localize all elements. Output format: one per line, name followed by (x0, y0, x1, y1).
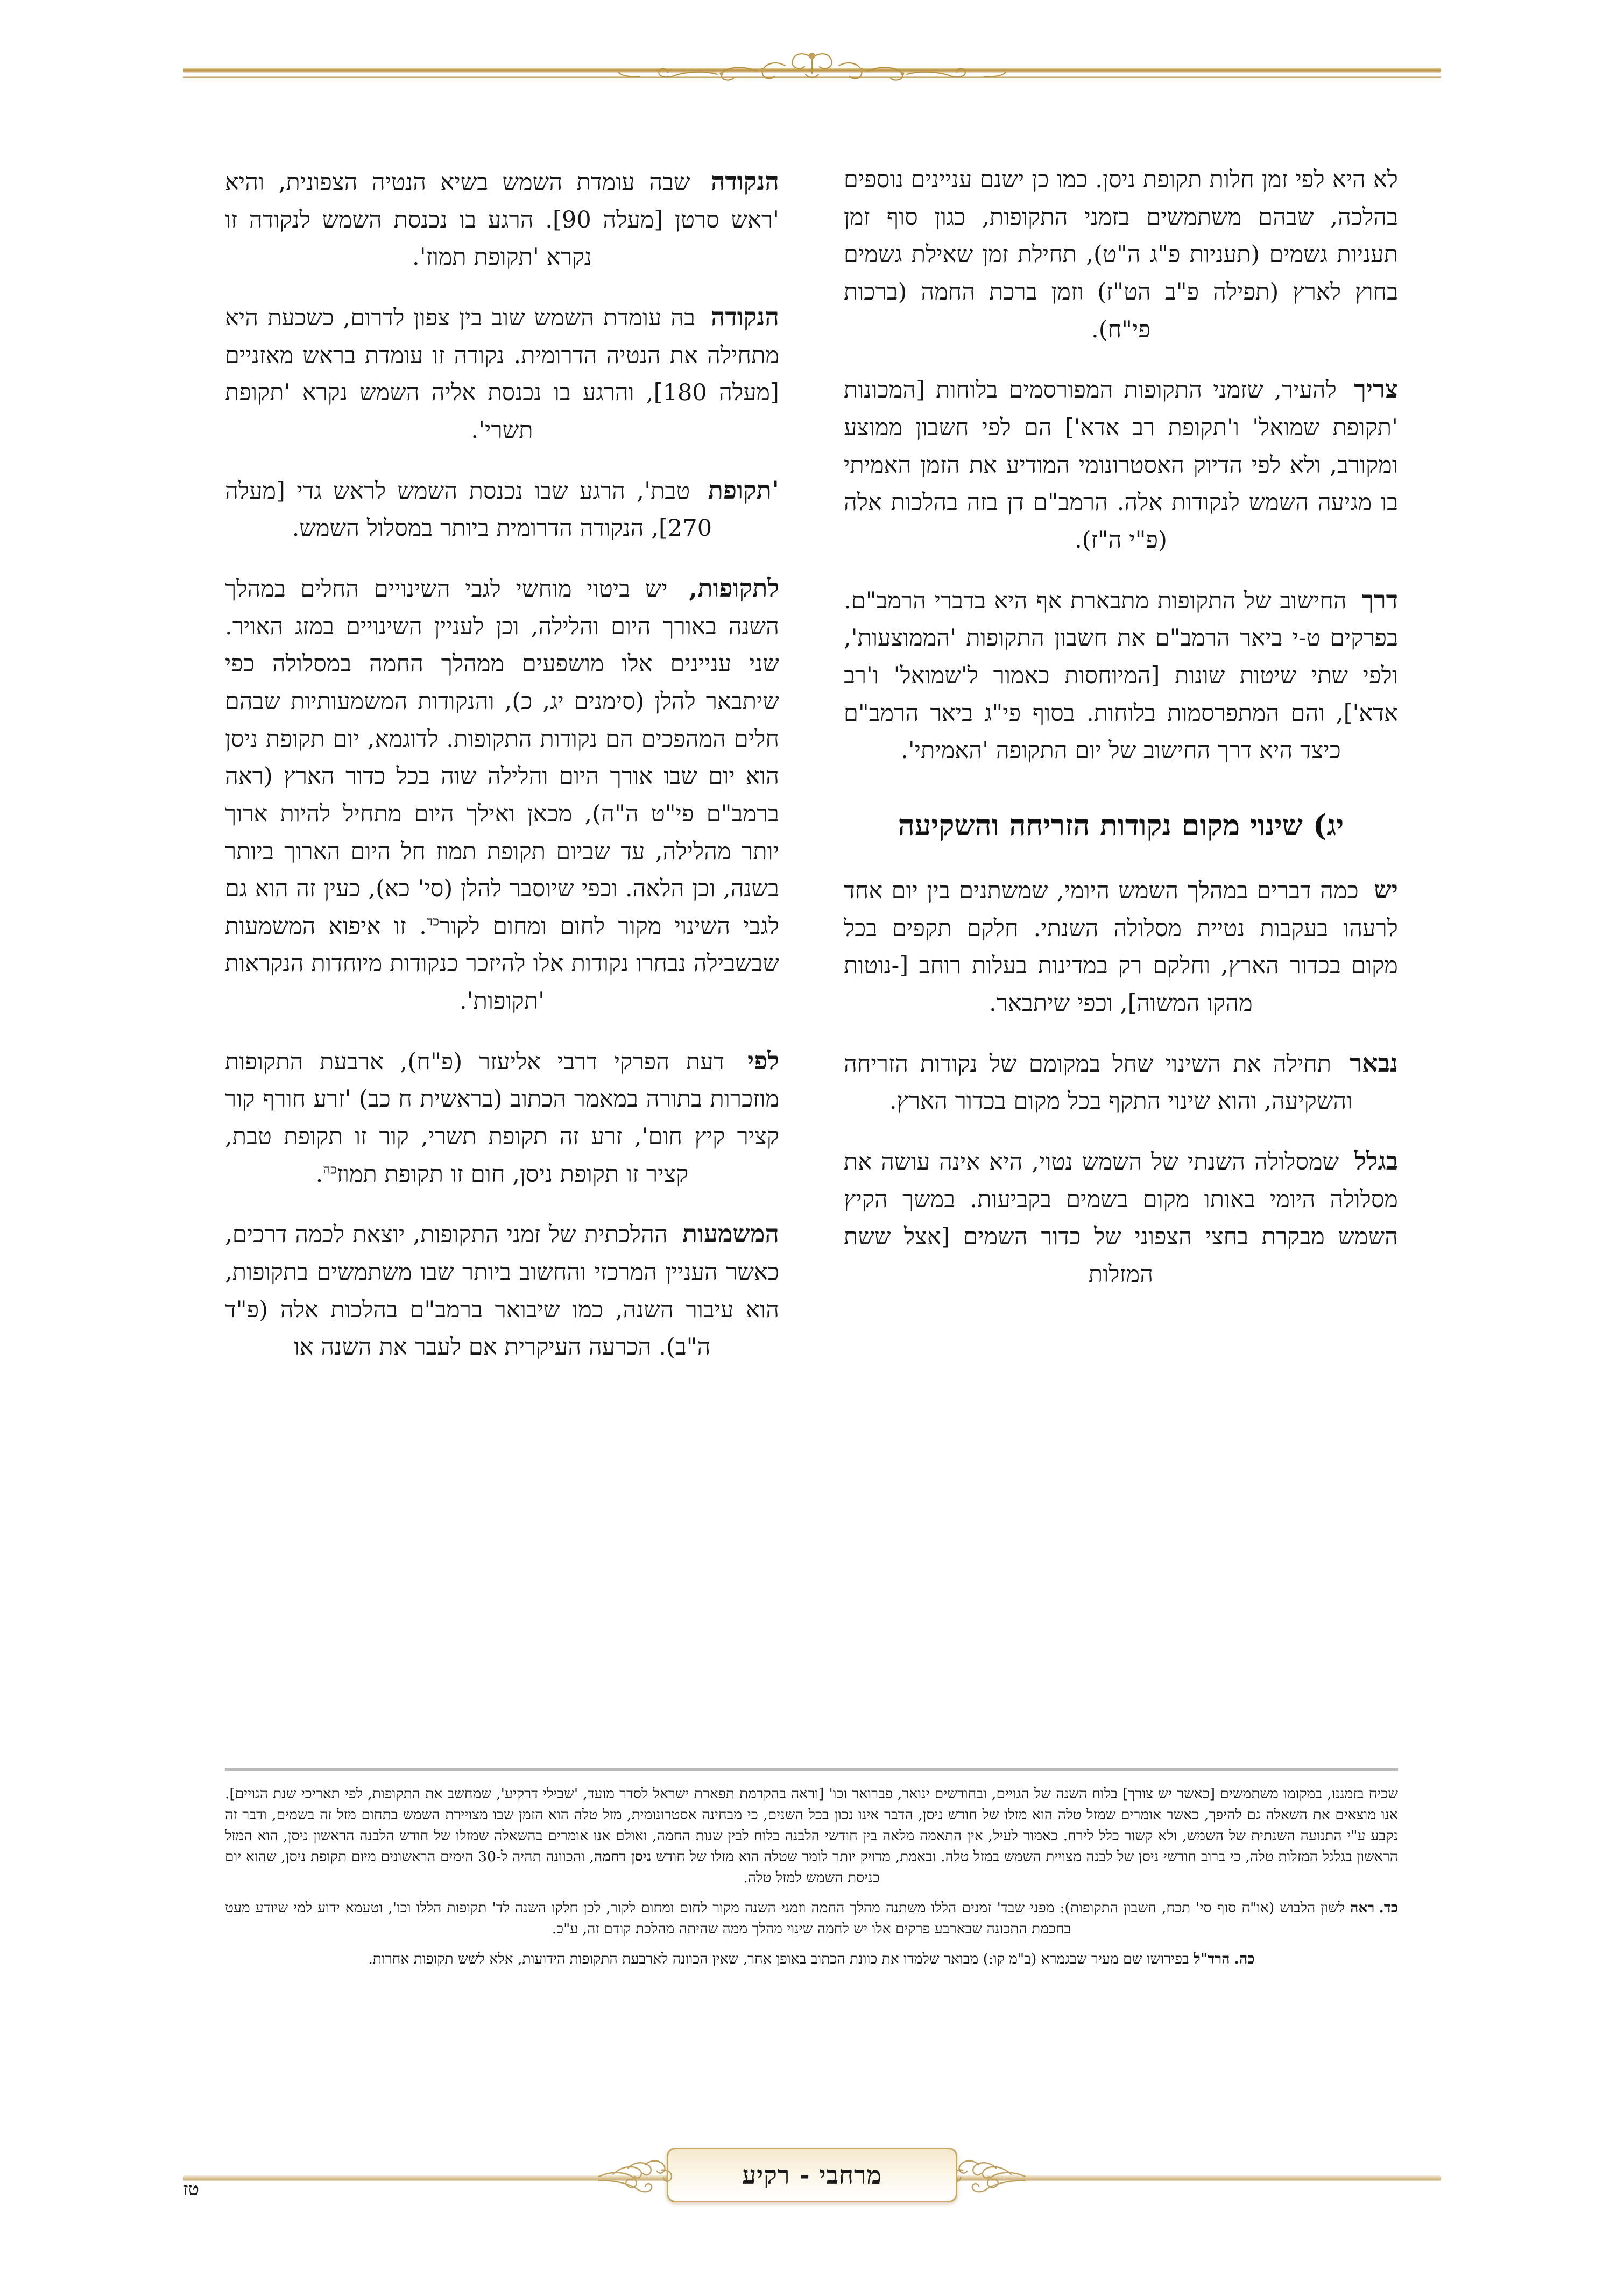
paragraph-text-continued: . (315, 1160, 323, 1188)
footnote-text: בפירושו שם מעיר שבגמרא (ב"מ קו:) מבואר שלמדו את כוונת הכתוב באופן אחר, שאין הכוונה לארבעת התקופות הידועות, אלא לשש תקופות אחרות. (368, 1950, 1194, 1967)
paragraph-lead-word: לפי (747, 1046, 779, 1075)
paragraph (844, 870, 1398, 1023)
flourish-left-icon (597, 2149, 677, 2200)
footnote-block (225, 1784, 1398, 1979)
footnote-lead-word: ראה (1350, 1899, 1375, 1916)
paragraph-text: בה עומדת השמש שוב בין צפון לדרום, כשכעת היא מתחילה את הנטיה הדרומית. נקודה זו עומדת בראש מאזניים [מעלה 180], והרגע בו נכנסת אליה השמש נקרא 'תקופת תשרי'. (225, 304, 780, 444)
paragraph-lead-word: לתקופות, (689, 573, 779, 603)
paragraph (844, 1141, 1398, 1294)
paragraph (225, 297, 779, 450)
paragraph-text: יש ביטוי מוחשי לגבי השינויים החלים במהלך השנה באורך היום והלילה, וכן לעניין השינויים במזג האויר. שני עניינים אלו מושפעים ממהלך החמה במסלולה כפי שיתבאר להלן (סימנים יג, כ), והנקודות המשמעותיות שבהם חלים המהפכים הם נקודות התקופות. לדוגמא, יום תקופת ניסן הוא יום שבו אורך היום והלילה שוה בכל כדור הארץ (ראה ברמב"ם פי"ט ה"ה), מכאן ואילך היום מתחיל להיות ארוך יותר מהלילה, עד שביום תקופת תמוז חל היום הארוך ביותר בשנה, וכן הלאה. וכפי שיוסבר להלן (סי' כא), כעין זה הוא גם לגבי השינוי מקור לחום ומחום לקור (225, 575, 779, 940)
page-body (225, 161, 1398, 1387)
page-footer (183, 2145, 1441, 2215)
footer-title: מרחבי - רקיע (742, 2160, 882, 2189)
paragraph (225, 1041, 779, 1194)
paragraph (225, 161, 779, 277)
paragraph (844, 580, 1398, 770)
paragraph-text-continued: . זו איפוא המשמעות שבשבילה נבחרו נקודות אלו להיזכר כנקודות מיוחדות הנקראות 'תקופות'. (225, 912, 779, 1015)
paragraph-text: שמסלולה השנתי של השמש נטוי, היא אינה עושה את מסלולה היומי באותו מקום בשמים בקביעות. במשך הקיץ השמש מבקרת בחצי הצפוני של כדור השמים [אצל ששת המזלות (844, 1149, 1398, 1288)
page-top-ornament (183, 52, 1441, 89)
paragraph (844, 1043, 1398, 1121)
paragraph-text: החישוב של התקופות מתבארת אף היא בדברי הרמב"ם. בפרקים ט-י ביאר הרמב"ם את חשבון התקופות 'הממוצעות', ולפי שתי שיטות שונות [המיוחסות כאמור ל'שמואל' ו'רב אדא'], והם המתפרסמות בלוחות. בסוף פי"ג ביאר הרמב"ם כיצד היא דרך החישוב של יום התקופה 'האמיתי'. (844, 587, 1398, 764)
paragraph-text: כמה דברים במהלך השמש היומי, שמשתנים בין יום אחד לרעהו בעקבות נטיית מסלולה השנתי. חלקם תקפים בכל מקום בכדור הארץ, וחלקם רק במדינות בעלות רוחב [-נוטות מהקו המשוה], וכפי שיתבאר. (844, 877, 1398, 1017)
paragraph-text: ההלכתית של זמני התקופות, יוצאת לכמה דרכים, כאשר העניין המרכזי והחשוב ביותר שבו משתמשים בתקופות, הוא עיבור השנה, כמו שיבואר ברמב"ם בהלכות אלה (פ"ד ה"ב). הכרעה העיקרית אם לעבר את השנה או (225, 1221, 779, 1361)
footnote-entry (225, 1948, 1398, 1970)
footer-title-box (667, 2148, 957, 2202)
paragraph-text: שבה עומדת השמש בשיא הנטיה הצפונית, והיא 'ראש סרטן [מעלה 90]. הרגע בו נכנסת השמש לנקודה זו נקרא 'תקופת תמוז'. (225, 169, 779, 271)
column-right (225, 161, 779, 1387)
paragraph-text: טבת', הרגע שבו נכנסת השמש לראש גדי [מעלה 270], הנקודה הדרומית ביותר במסלול השמש. (225, 477, 712, 542)
paragraph-lead-word: דרך (1361, 585, 1398, 614)
paragraph (225, 568, 779, 1021)
paragraph-lead-word: 'תקופת (708, 475, 779, 505)
paragraph-text: דעת הפרקי דרבי אליעזר (פ"ח), ארבעת התקופות מוזכרות בתורה במאמר הכתוב (בראשית ח כב) 'זרע חורף קור קציר קיץ חום', זרע זה תקופת תשרי, קור זו תקופת טבת, קציר זו תקופת ניסן, חום זו תקופת תמוז (225, 1048, 779, 1188)
paragraph-lead-word: הנקודה (711, 167, 779, 196)
paragraph (225, 1214, 779, 1366)
footnote-reference: כד (426, 913, 440, 929)
footer-title-plate (602, 2145, 1022, 2206)
footnote-text: לשון הלבוש (או"ח סוף סי' תכח, חשבון התקופות): מפני שבד' זמנים הללו משתנה מהלך החמה וזמני השנה מקור לחום ומחום לקור, לכן חלקו השנה לד' תקופות הללו וכו', וטעמא ידוע למי שיודע מעט בחכמת התכונה שבארבע פרקים אלו יש לחמה שינוי מהלך ממה שהיתה מהלכת קודם זה, ע"כ. (225, 1899, 1351, 1937)
paragraph (844, 369, 1398, 559)
footnote-lead-word: הרד"ל (1194, 1950, 1230, 1967)
footnote-entry (225, 1897, 1398, 1940)
column-left (844, 161, 1398, 1387)
paragraph-lead-word: צריך (1354, 374, 1398, 404)
paragraph (844, 161, 1398, 349)
section-heading: יג) שינוי מקום נקודות הזריחה והשקיעה (898, 807, 1344, 842)
paragraph (225, 470, 779, 548)
paragraph-lead-word: נבאר (1350, 1048, 1398, 1078)
footnote-marker: כד. (1379, 1899, 1398, 1916)
paragraph-lead-word: יש (1374, 875, 1398, 905)
footnote-entry (225, 1784, 1398, 1889)
paragraph-lead-word: המשמעות (682, 1219, 779, 1249)
paragraph-text: להעיר, שזמני התקופות המפורסמים בלוחות [המכונות 'תקופת שמואל' ו'תקופת רב אדא'] הם לפי חשבון ממוצע ומקורב, ולא לפי הדיוק האסטרונומי המודיע את הזמן האמיתי בו מגיעה השמש לנקודות אלה. הרמב"ם דן בזה בהלכות אלה (פ"י ה"ז). (844, 377, 1398, 554)
footnote-marker: כה. (1234, 1950, 1255, 1967)
footnote-reference: כה (323, 1161, 337, 1177)
footnote-text: שכיח בזמננו, במקומו משתמשים [כאשר יש צורך] בלוח השנה של הגויים, ובחודשים ינואר, פברואר וכו' [וראה בהקדמת תפארת ישראל לסדר מועד, 'שבילי דרקיע', שמחשב את התקופות, לפי תאריכי שנת הגויים]. אנו מוצאים את השאלה גם להיפך, כאשר אומרים שמזל טלה הוא מזלו של חודש ניסן, הדבר אינו נכון בכל השנים, כי מבחינה אסטרונומית, מזל טלה הוא הזמן שבו מצויירת השמש בתחום מזל זה בשמים, ודבר זה נקבע ע"י התנועה השנתית של השמש, ולא קשור כלל לירח. כאמור לעיל, אין התאמה מלאה בין חודשי הלבנה בלוח לבין שנות החמה, ואולם אנו אומרים בהשאלה שמזלו של חודש הלבנה הראשון ניסן, הוא המזל הראשון בגלגל המזלות טלה, כי ברוב חודשי ניסן של לבנה מצויית השמש במזל טלה. ובאמת, מדויק יותר לומר שטלה הוא מזלו של חודש ניסן דחמה, והכוונה תהיה ל-30 הימים הראשונים מיום תקופת ניסן, שהוא יום כניסת השמש למזל טלה. (225, 1785, 1398, 1886)
ornament-center-motif (608, 49, 1016, 89)
footnote-separator (225, 1768, 1398, 1771)
paragraph-text: תחילה את השינוי שחל במקומם של נקודות הזריחה והשקיעה, והוא שינוי התקף בכל מקום בכדור הארץ. (844, 1050, 1353, 1115)
paragraph-lead-word: בגלל (1354, 1146, 1398, 1176)
flourish-right-icon (947, 2149, 1027, 2200)
page-number: טז (183, 2179, 200, 2200)
paragraph-text: לא היא לפי זמן חלות תקופת ניסן. כמו כן ישנם עניינים נוספים בהלכה, שבהם משתמשים בזמני התקופות, כגון סוף זמן תעניות גשמים (תעניות פ"ג ה"ט), תחילת זמן שאילת גשמים בחוץ לארץ (תפילה פ"ב הט"ז) וזמן ברכת החמה (ברכות פי"ח). (844, 166, 1398, 343)
paragraph-lead-word: הנקודה (711, 302, 779, 331)
